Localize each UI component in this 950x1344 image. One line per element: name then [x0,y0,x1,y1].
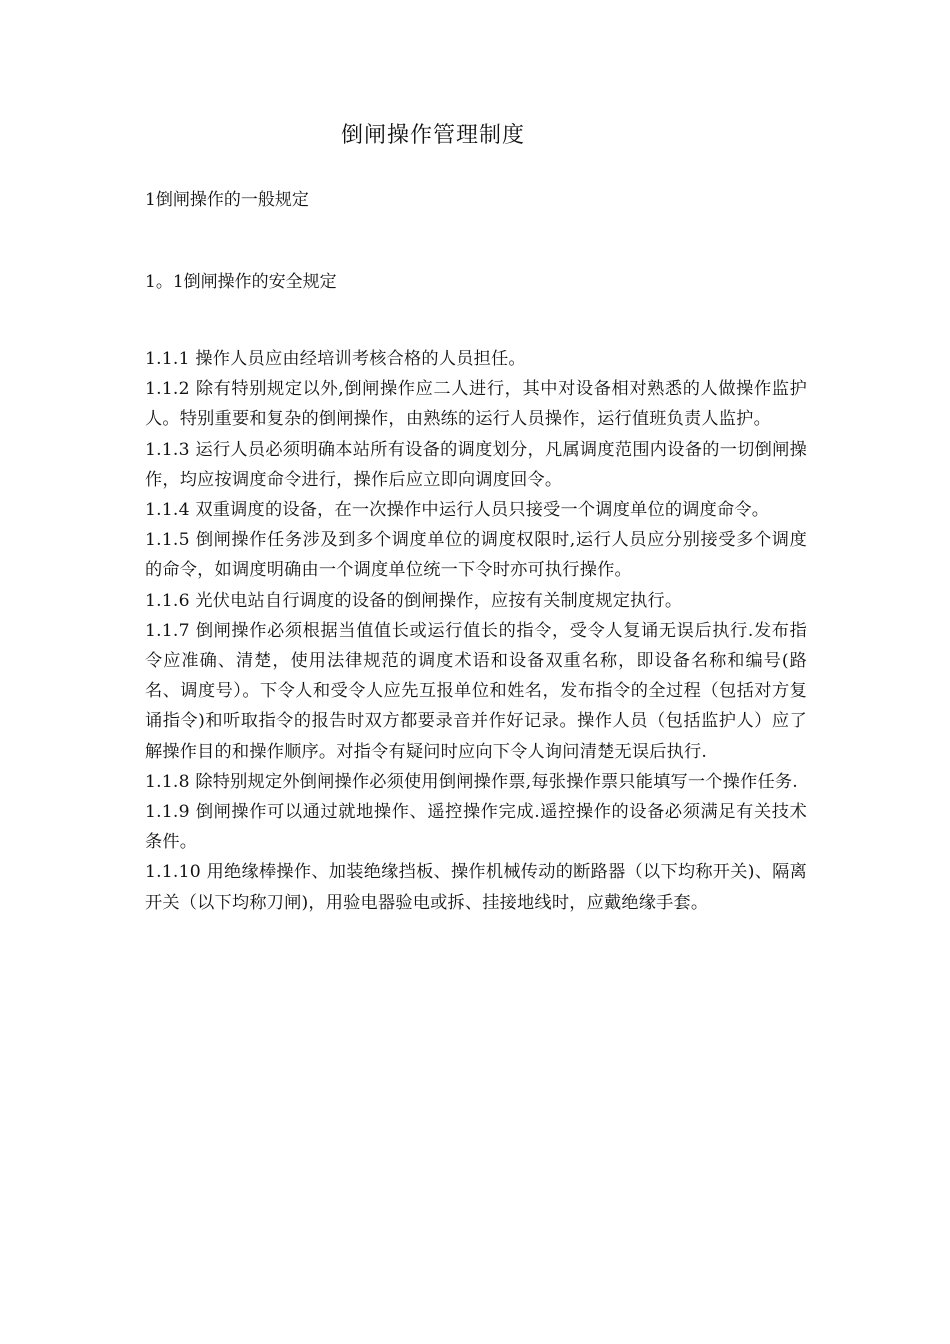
document-title: 倒闸操作管理制度 [340,123,525,148]
section-heading: 1倒闸操作的一般规定 [145,190,309,210]
rule-paragraph: 1.1.5 倒闸操作任务涉及到多个调度单位的调度权限时,运行人员应分别接受多个调度的命令，如调度明确由一个调度单位统一下令时亦可执行操作。 [145,530,807,581]
rule-paragraph: 1.1.4 双重调度的设备，在一次操作中运行人员只接受一个调度单位的调度命令。 [145,500,770,521]
subsection-heading: 1。1倒闸操作的安全规定 [145,272,337,292]
rule-paragraph: 1.1.1 操作人员应由经培训考核合格的人员担任。 [145,349,526,369]
rule-paragraph: 1.1.7 倒闸操作必须根据当值值长或运行值长的指令，受令人复诵无误后执行.发布指令应准确、清楚，使用法律规范的调度术语和设备双重名称，即设备名称和编号(路名、调度号）。下令人和受令人应先互报单位和姓名，发布指令的全过程（包括对方复诵指令)和听取指令的报告时双方都要录音并作好记录。操作人员（包括监护人）应了解操作目的和操作顺序。对指令有疑问时应向下令人询问清楚无误后执行. [145,620,807,762]
rule-paragraph: 1.1.2 除有特别规定以外,倒闸操作应二人进行，其中对设备相对熟悉的人做操作监护人。特别重要和复杂的倒闸操作，由熟练的运行人员操作，运行值班负责人监护。 [145,379,807,430]
rule-paragraph: 1.1.8 除特别规定外倒闸操作必须使用倒闸操作票,每张操作票只能填写一个操作任务. [145,771,798,792]
rule-paragraph: 1.1.9 倒闸操作可以通过就地操作、遥控操作完成.遥控操作的设备必须满足有关技术条件。 [145,802,807,853]
rules-list [145,344,807,918]
rule-paragraph: 1.1.10 用绝缘棒操作、加装绝缘挡板、操作机械传动的断路器（以下均称开关)、隔离开关（以下均称刀闸)，用验电器验电或拆、挂接地线时，应戴绝缘手套。 [145,862,807,913]
rule-paragraph: 1.1.3 运行人员必须明确本站所有设备的调度划分，凡属调度范围内设备的一切倒闸操作，均应按调度命令进行，操作后应立即向调度回令。 [145,439,807,490]
rule-paragraph: 1.1.6 光伏电站自行调度的设备的倒闸操作，应按有关制度规定执行。 [145,590,683,611]
